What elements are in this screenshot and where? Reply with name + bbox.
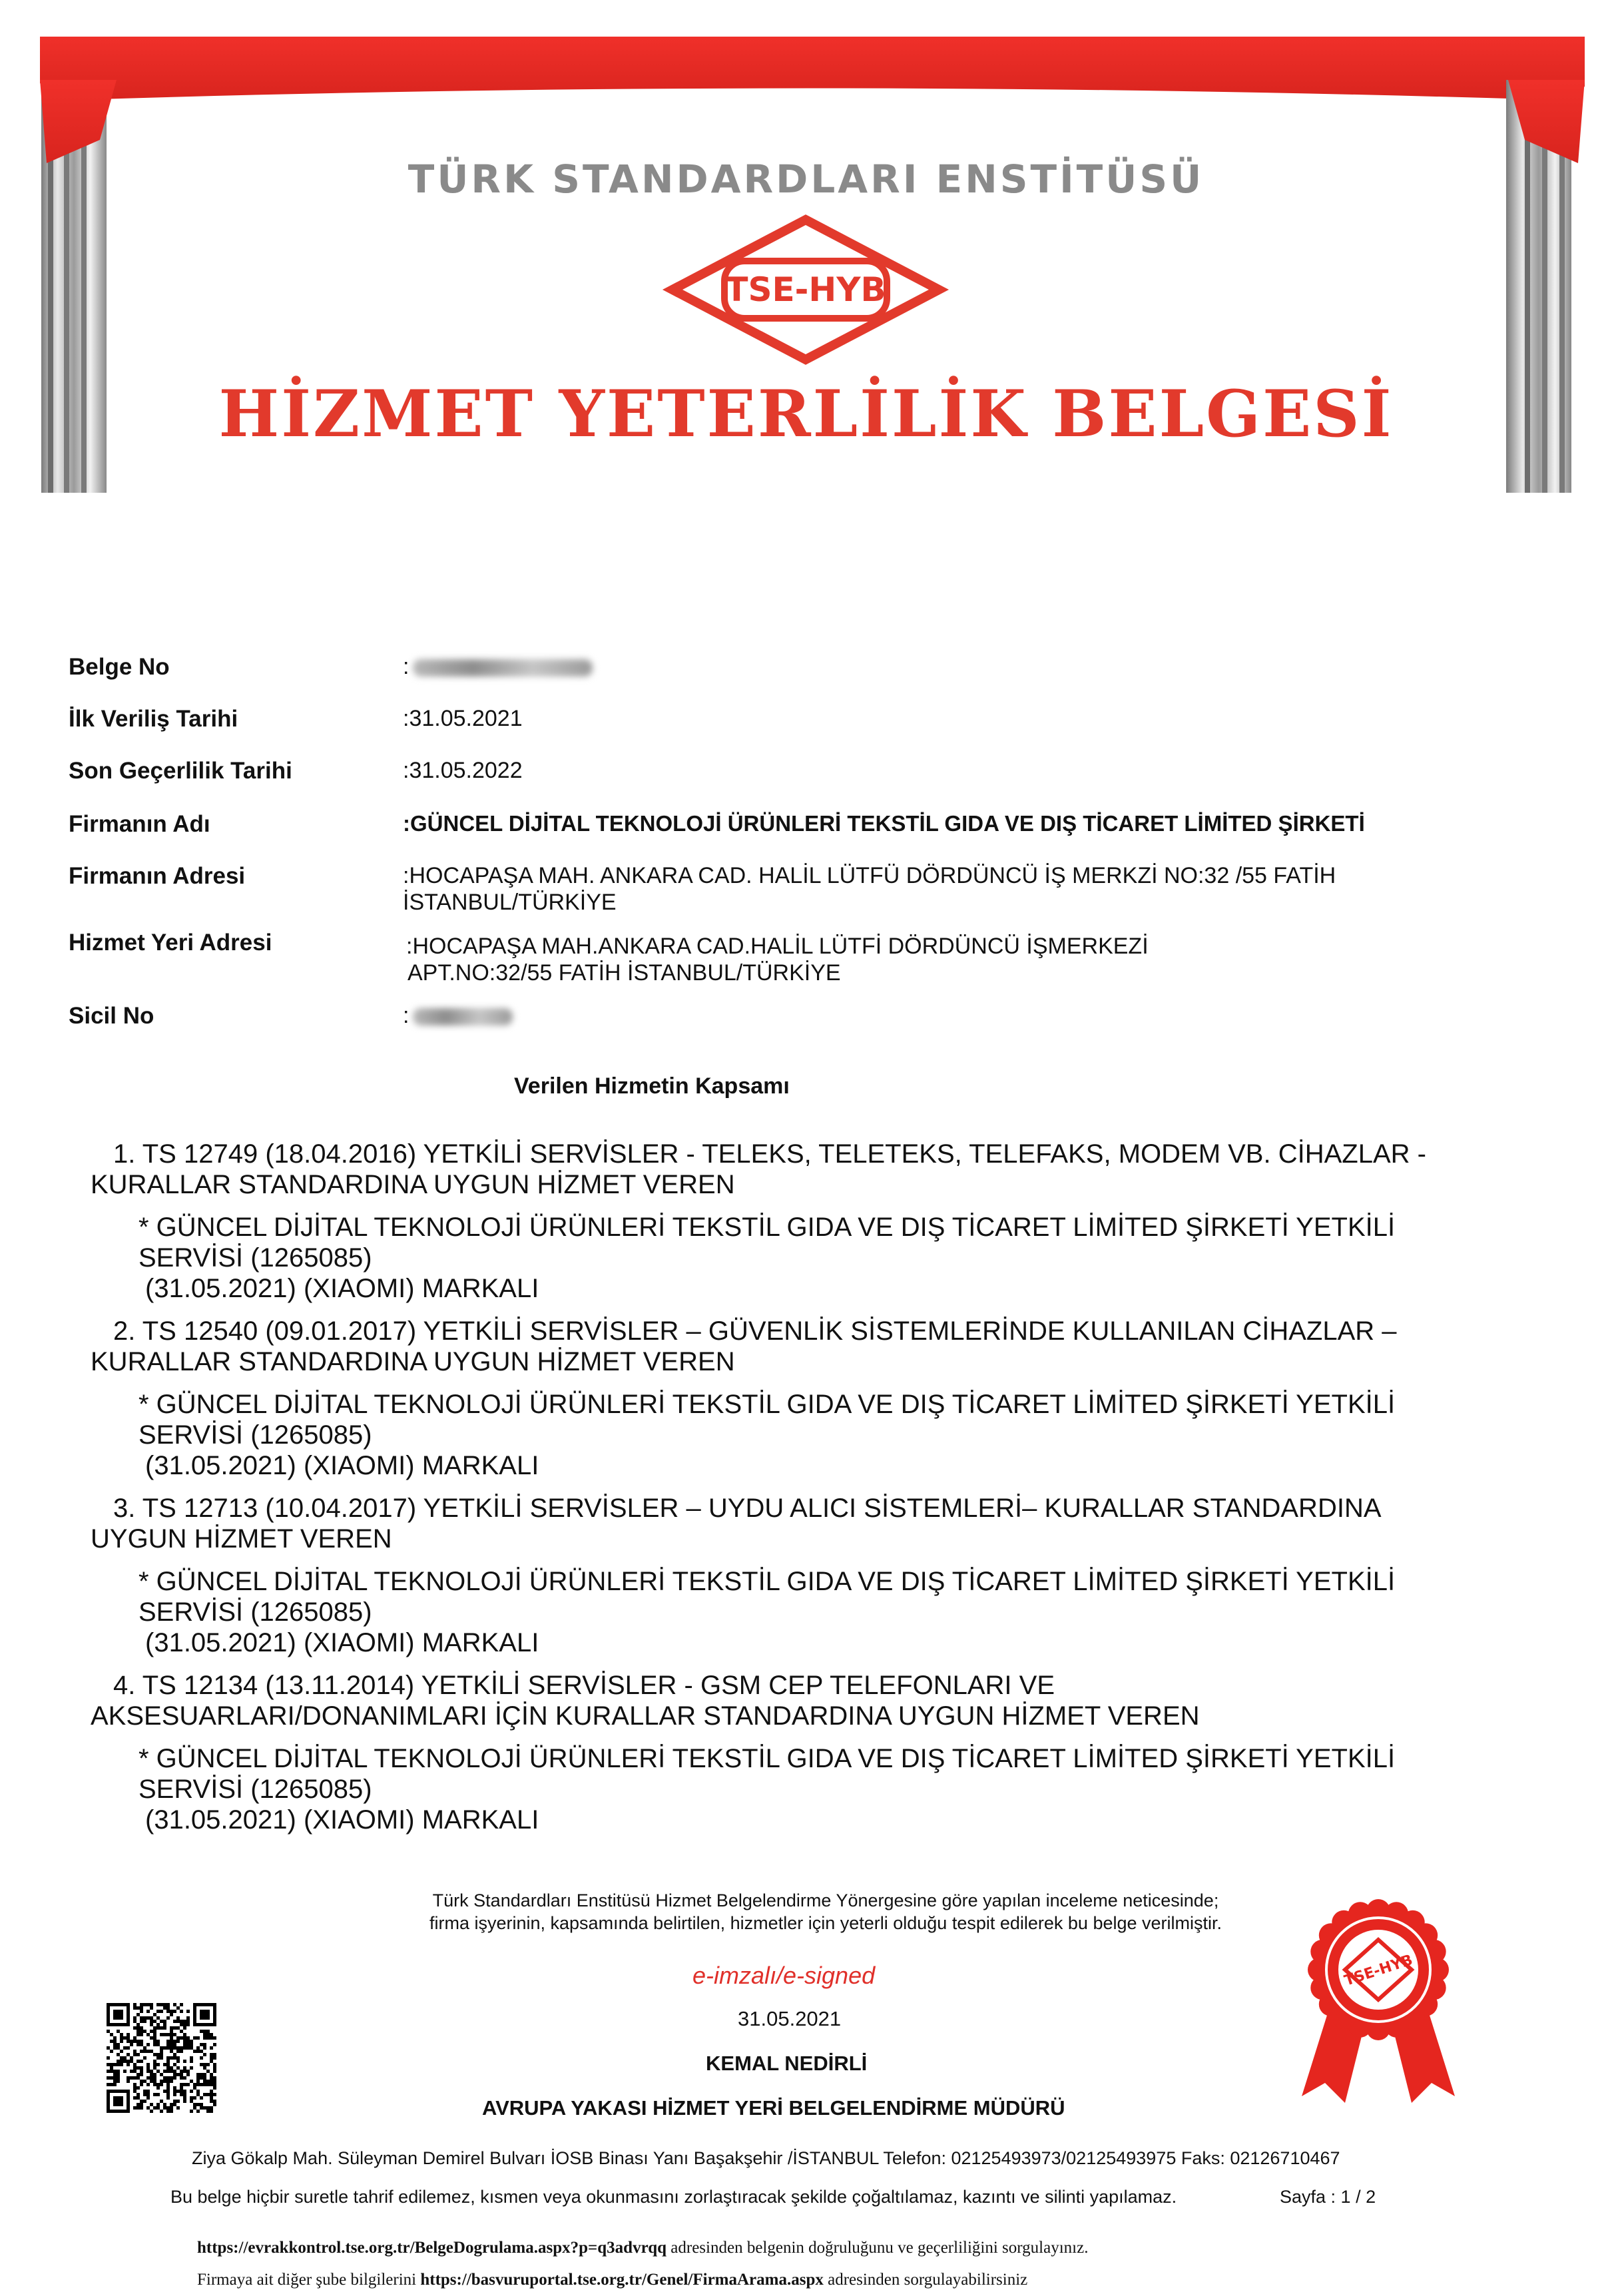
signature-date: 31.05.2021 — [738, 2007, 842, 2030]
verify-link[interactable]: https://evrakkontrol.tse.org.tr/BelgeDogrulama.aspx?p=q3advrqq — [197, 2239, 667, 2257]
belge-no-value: : — [403, 654, 593, 679]
scope-item-3: 3. TS 12713 (10.04.2017) YETKİLİ SERVİSLER – UYDU ALICI SİSTEMLERİ– KURALLAR STANDARDINA — [113, 1494, 1382, 1523]
scope-heading: Verilen Hizmetin Kapsamı — [514, 1073, 790, 1099]
redacted-belge-no — [413, 659, 593, 677]
scope-item-1: 1. TS 12749 (18.04.2016) YETKİLİ SERVİSLER - TELEKS, TELETEKS, TELEFAKS, MODEM VB. CİHAZLAR - — [113, 1139, 1426, 1169]
logo-text: TSE-HYB — [725, 270, 886, 309]
scope-item-4-sub2: SERVİSİ (1265085) — [138, 1775, 372, 1804]
statement-line1: Türk Standardları Enstitüsü Hizmet Belgelendirme Yönergesine göre yapılan inceleme neticesinde; — [432, 1890, 1219, 1910]
scope-item-3-line2: UYGUN HİZMET VEREN — [91, 1524, 392, 1554]
scope-item-4-line2: AKSESUARLARI/DONANIMLARI İÇİN KURALLAR STANDARDINA UYGUN HİZMET VEREN — [91, 1701, 1200, 1731]
hizmet-yeri-line2: APT.NO:32/55 FATİH İSTANBUL/TÜRKİYE — [407, 960, 841, 986]
firma-adresi-label: Firmanın Adresi — [69, 863, 246, 889]
branch-line: Firmaya ait diğer şube bilgilerini https://basvuruportal.tse.org.tr/Genel/FirmaArama.aspx adresinden sorgulayabilirsiniz — [197, 2271, 1028, 2289]
qr-code[interactable] — [107, 2003, 217, 2114]
organization-name: TÜRK STANDARDLARI ENSTİTÜSÜ — [407, 156, 1205, 202]
seal-text: TSE-HYB — [1342, 1952, 1415, 1990]
ilk-verilis-value: :31.05.2021 — [403, 706, 523, 731]
scope-item-4-sub1: * GÜNCEL DİJİTAL TEKNOLOJİ ÜRÜNLERİ TEKSTİL GIDA VE DIŞ TİCARET LİMİTED ŞİRKETİ YETKİLİ — [138, 1744, 1396, 1773]
scope-item-3-brand: (31.05.2021) (XIAOMI) MARKALI — [145, 1628, 539, 1657]
scope-item-3-sub2: SERVİSİ (1265085) — [138, 1597, 372, 1627]
footer-disclaimer: Bu belge hiçbir suretle tahrif edilemez, kısmen veya okunmasını zorlaştıracak şekilde çoğaltılamaz, kazıntı ve silinti yapılamaz. — [170, 2187, 1177, 2207]
scope-item-2-sub2: SERVİSİ (1265085) — [138, 1420, 372, 1450]
ilk-verilis-label: İlk Veriliş Tarihi — [69, 706, 238, 732]
tse-hyb-logo — [672, 220, 939, 360]
belge-no-label: Belge No — [69, 654, 170, 680]
tse-hyb-seal — [1288, 1883, 1468, 2110]
son-gecerlilik-label: Son Geçerlilik Tarihi — [69, 758, 292, 784]
sicil-no-value: : — [403, 1003, 513, 1028]
scope-item-4: 4. TS 12134 (13.11.2014) YETKİLİ SERVİSLER - GSM CEP TELEFONLARI VE — [113, 1671, 1055, 1700]
son-gecerlilik-value: :31.05.2022 — [403, 758, 523, 783]
scope-item-1-sub2: SERVİSİ (1265085) — [138, 1243, 372, 1273]
branch-link[interactable]: https://basvuruportal.tse.org.tr/Genel/FirmaArama.aspx — [420, 2271, 824, 2289]
hizmet-yeri-label: Hizmet Yeri Adresi — [69, 930, 272, 956]
firma-adresi-line1: :HOCAPAŞA MAH. ANKARA CAD. HALİL LÜTFÜ DÖRDÜNCÜ İŞ MERKZİ NO:32 /55 FATİH — [403, 863, 1336, 888]
statement-line2: firma işyerinin, kapsamında belirtilen, hizmetler için yeterli olduğu tespit edilerek bu belge verilmiştir. — [429, 1913, 1222, 1933]
scope-item-1-line2: KURALLAR STANDARDINA UYGUN HİZMET VEREN — [91, 1170, 735, 1199]
firma-adi-label: Firmanın Adı — [69, 811, 210, 837]
scope-item-2: 2. TS 12540 (09.01.2017) YETKİLİ SERVİSLER – GÜVENLİK SİSTEMLERİNDE KULLANILAN CİHAZLAR – — [113, 1316, 1397, 1346]
certificate-title: HİZMET YETERLİLİK BELGESİ — [218, 376, 1394, 451]
scope-item-4-brand: (31.05.2021) (XIAOMI) MARKALI — [145, 1805, 539, 1835]
scope-item-2-line2: KURALLAR STANDARDINA UYGUN HİZMET VEREN — [91, 1347, 735, 1376]
scope-item-1-brand: (31.05.2021) (XIAOMI) MARKALI — [145, 1274, 539, 1303]
scope-item-1-sub1: * GÜNCEL DİJİTAL TEKNOLOJİ ÜRÜNLERİ TEKSTİL GIDA VE DIŞ TİCARET LİMİTED ŞİRKETİ YETKİLİ — [138, 1213, 1396, 1242]
firma-adi-value: :GÜNCEL DİJİTAL TEKNOLOJİ ÜRÜNLERİ TEKSTİL GIDA VE DIŞ TİCARET LİMİTED ŞİRKETİ — [403, 811, 1365, 836]
scope-item-2-brand: (31.05.2021) (XIAOMI) MARKALI — [145, 1451, 539, 1480]
redacted-sicil-no — [413, 1008, 513, 1025]
top-red-bar — [40, 37, 1585, 100]
sicil-no-label: Sicil No — [69, 1003, 154, 1029]
firma-adresi-line2: İSTANBUL/TÜRKİYE — [403, 890, 617, 915]
signer-name: KEMAL NEDİRLİ — [706, 2052, 868, 2075]
hizmet-yeri-line1: :HOCAPAŞA MAH.ANKARA CAD.HALİL LÜTFİ DÖRDÜNCÜ İŞMERKEZİ — [406, 934, 1149, 959]
e-signed-label: e-imzalı/e-signed — [692, 1962, 876, 1989]
scope-item-3-sub1: * GÜNCEL DİJİTAL TEKNOLOJİ ÜRÜNLERİ TEKSTİL GIDA VE DIŞ TİCARET LİMİTED ŞİRKETİ YETKİLİ — [138, 1567, 1396, 1596]
footer-address: Ziya Gökalp Mah. Süleyman Demirel Bulvarı İOSB Binası Yanı Başakşehir /İSTANBUL Telefon: 02125493973/02125493975 Faks: 02126710467 — [192, 2148, 1340, 2168]
signer-title: AVRUPA YAKASI HİZMET YERİ BELGELENDİRME MÜDÜRÜ — [482, 2096, 1065, 2120]
page-indicator: Sayfa : 1 / 2 — [1280, 2187, 1376, 2207]
verify-line: https://evrakkontrol.tse.org.tr/BelgeDogrulama.aspx?p=q3advrqq adresinden belgenin doğruluğunu ve geçerliliğini sorgulayınız. — [197, 2239, 1089, 2257]
scope-item-2-sub1: * GÜNCEL DİJİTAL TEKNOLOJİ ÜRÜNLERİ TEKSTİL GIDA VE DIŞ TİCARET LİMİTED ŞİRKETİ YETKİLİ — [138, 1390, 1396, 1419]
